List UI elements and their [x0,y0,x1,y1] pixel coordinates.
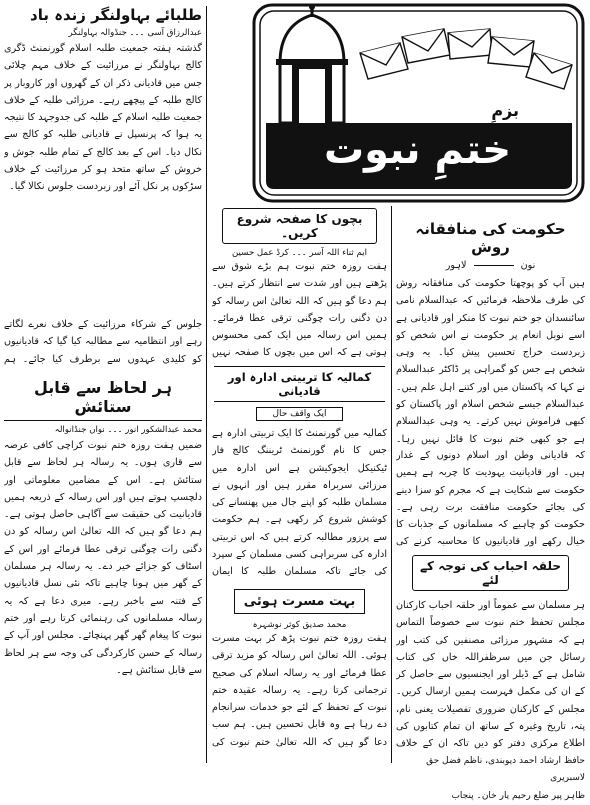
masthead-title-small: بزمِ [491,101,519,120]
middle-box2-byline: ایک واقف حال [256,407,343,421]
right-box-paragraph: ہر مسلمان سے عموماً اور حلقہ احباب کارکنان مجلس تحفظ ختم نبوت سے خصوصاً التماس ہے کہ مشہور مرزائی مصنفین کی کتب اور رسائل جن میں سرظفراللہ خاں کی کتاب شامل ہے کے ڈیلر اور ایجنسیوں سے حاصل کر کے ان کی مکمل فہرست ہمیں ارسال کریں۔ مجلس کے کارکنان ضروری تفصیلات یعنی نام، پتہ، تاریخ وغیرہ کے ساتھ ان تمام کتابوں کی اطلاع مرکزی دفتر کو دیں تاکہ ان کے خلاف [396,600,585,750]
right-headline: حکومت کی منافقانہ روش [415,220,566,256]
left-byline-2: محمد عبدالشکور انور ۔۔۔ نواں جنڈانوالہ [54,425,202,435]
middle-column [212,206,387,766]
byline-place: لاہور [445,260,467,271]
right-paragraph-1: ہیں آپ کو پوچھتا حکومت کی منافقانہ روش کی طرف ملاحظہ فرمائیں کہ عبدالسلام نامی سائنسدان جو ختم نبوت کا منکر اور قادیانی ہے اسے نوبل انعام پر حکومت نے اس شخص کو زبردست خراج تحسین پیش کیا۔ یہ وہی شخص ہے جس کو گمراہی پر ڈاکٹر عبدالسلام نے کہا کہ پاکستان میں اور کتنے اہل علم ہیں۔ عبدالسلام جیسے شخص اسلام اور پاکستان کو کبھی فراموش نہیں کرتے۔ یہ وہی عبدالسلام ہے جو کبھی ختم نبوت کا قائل نہیں رہا۔ [396,278,585,445]
right-signature-1: حافظ ارشاد احمد دیوبندی، ناظم فضل حق لاسبریری [426,756,585,784]
left-paragraph-1: گذشتہ ہفتہ جمعیت طلبہ اسلام گورنمنٹ ڈگری کالج بہاولنگر نے مرزائیت کے خلاف مہم چلائی جس میں قادیانی ذکر ان کے گھروں اور کاروبار پر کالج طلبہ کے پیچھے رہے۔ مرزائی طلبہ کے خلاف جمعیت طلبہ اسلام کے طلبہ کی جدوجہد کا نتیجہ یہ ہوا کہ پرنسپل نے قادیانی طلبہ کو کالج سے نکال دیا۔ اس کے بعد کالج کے تمام طلبہ جوش و خروش کے ساتھ متحد ہو کر مرزائیت کے خلاف سڑکوں پر نکل آئے اور زبردست جلوس نکالا گیا۔ [4,43,202,193]
right-byline [396,260,585,271]
left-headline: طلبائے بہاولنگر زندہ باد [30,6,202,24]
left-column [4,2,202,766]
left-byline: عبدالرزاق آسی ۔۔۔ جنڈوالہ بہاولنگر [68,28,202,38]
left-headline-2: ہر لحاظ سے قابل ستائش [4,378,202,421]
middle-box1-headline: بچوں کا صفحہ شروع کریں۔ [222,208,377,244]
right-paragraph-2: کہ قادیانی وطن اور اسلام دونوں کے غدار ہیں۔ اور قادیانیت یہودیت کا چربہ ہے ہمیں حکومت سے شکایت ہے کہ مجرم کو سزا دینے کی بجائے حکومت منافقت برت رہی ہے۔ حکومت کو چاہیے کہ مسلمانوں کے جذبات کا خیال رکھے اور قادیانیوں کا محاسبہ کرنے کی [396,450,585,548]
column-divider-right [391,206,392,763]
right-column [396,208,585,801]
middle-box3-byline: محمد صدیق کوثر نوشہرہ [252,620,347,630]
right-box-headline: حلقہ احباب کی توجہ کے لئے [412,555,569,591]
column-divider-left [206,6,207,763]
middle-box2-headline: کمالیہ کا تربیتی ادارہ اور قادیانی [214,366,385,402]
middle-box2-paragraph: کمالیہ میں گورنمنٹ کا ایک تربیتی ادارہ ہے جس کا نام گورنمنٹ ٹریننگ کالج فار ٹیکنیکل ایجوکیشن ہے اس ادارہ میں مرزائی سربراہ مقرر ہیں اور انہوں نے مسلمان طلبہ کو اپنے جال میں پھنسانے کی کوشش شروع کر رکھی ہے۔ ہم حکومت سے پرزور مطالبہ کرتے ہیں کہ اس تربیتی ادارہ کی سربراہی کسی مسلمان کے سپرد کی جائے تاکہ مسلمان طلبہ کا ایمان [212,428,387,578]
masthead-title: ختمِ نبوت [323,127,512,173]
left-paragraph-3: ضمیں ہفت روزہ ختم نبوت کراچی کافی عرصہ سے قاری ہوں۔ یہ رسالہ ہر لحاظ سے قابل ستائش ہے۔ اس کے مضامین معلوماتی اور دلچسپ ہوتے ہیں اور اس رسالہ کے ذریعہ ہمیں قادیانیت کی حقیقت سے آگاہی حاصل ہوتی ہے۔ ہم دعا گو ہیں کہ اللہ تعالیٰ اس رسالہ کو دن دگنی رات چوگنی ترقی عطا فرمائے اور اس کے اسٹاف کو جزائے خیر دے۔ یہ رسالہ ہر مسلمان کے گھر میں ہونا چاہیے تاکہ نئی نسل قادیانیوں کے فتنہ سے باخبر رہے۔ میری دعا ہے کہ یہ رسالہ مسلمانوں کی رہنمائی کرتا رہے اور ختم نبوت کا پیغام گھر گھر پہنچائے۔ مجلس اور آپ کے رسالہ کے حسن کارکردگی کی وجہ سے ہر لحاظ سے قابل ستائش ہے۔ [4,440,202,676]
middle-box1-paragraph: ہفت روزہ ختم نبوت ہم بڑے شوق سے پڑھتے ہیں اور شدت سے انتظار کرتے ہیں۔ ہم دعا گو ہیں کہ اللہ تعالیٰ اس رسالہ کو دن دگنی رات چوگنی ترقی عطا فرمائے۔ ہمیں اس رسالہ میں ایک کمی محسوس ہوتی ہے کہ اس میں بچوں کا صفحہ نہیں [212,261,387,359]
middle-box1-byline: ایم ثناء اللہ آسر ۔۔۔ کرڈ عمل حسین [232,248,367,258]
left-paragraph-2: جلوس کے شرکاء مرزائیت کے خلاف نعرے لگاتے رہے اور انتظامیہ سے مطالبہ کیا گیا کہ قادیانیوں کو کلیدی عہدوں سے برطرف کیا جائے۔ ہم [4,319,202,365]
byline-name: نون [520,260,536,271]
masthead-frame-icon [252,3,585,203]
right-signature-2: ظاہر پیر ضلع رحیم یار خان۔ پنجاب [451,790,585,801]
masthead [252,3,585,203]
middle-box3-headline: بہت مسرت ہوئی [234,589,365,614]
middle-box3-paragraph: ہفت روزہ ختم نبوت پڑھ کر بہت مسرت ہوئی۔ اللہ تعالیٰ اس رسالہ کو مزید ترقی عطا فرمائے اور یہ رسالہ اسلام کی صحیح ترجمانی کرتا رہے۔ یہ رسالہ عقیدہ ختم نبوت کے تحفظ کے لئے جو خدمات سرانجام دے رہا ہے وہ قابل تحسین ہیں۔ ہم سب دعا گو ہیں کہ اللہ تعالیٰ ختم نبوت کی [212,633,387,748]
